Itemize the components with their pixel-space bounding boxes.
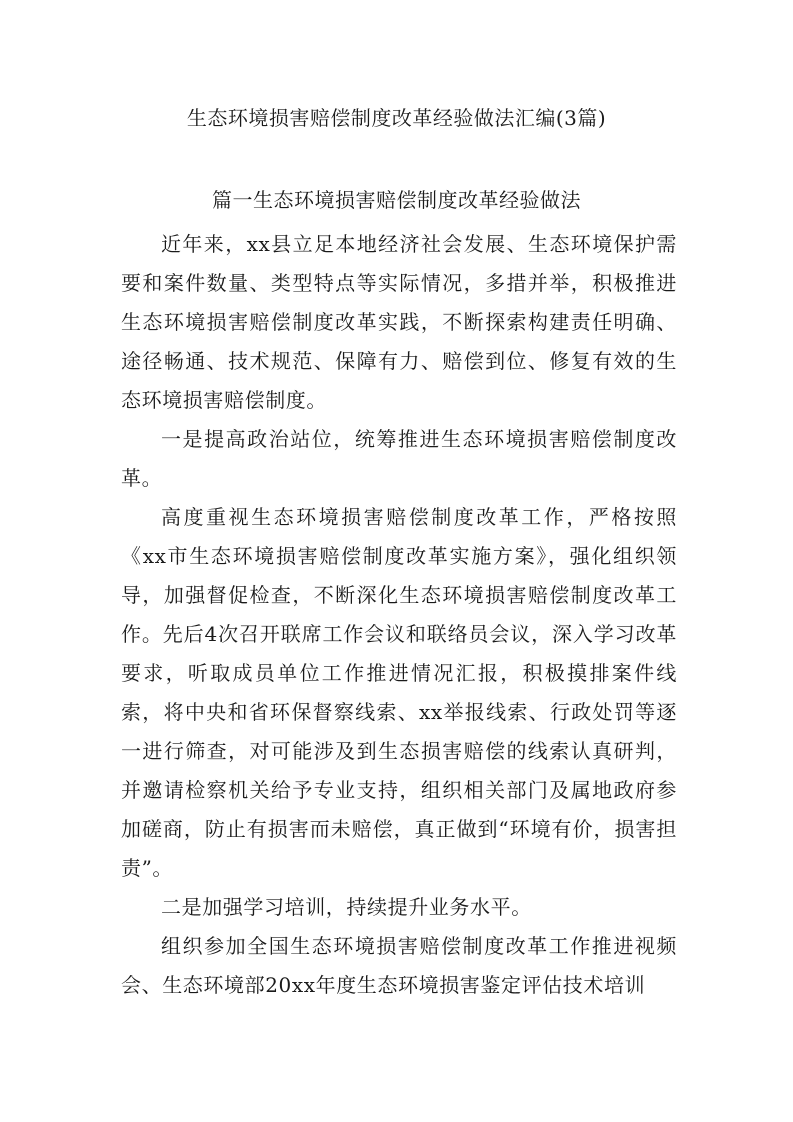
section-title: 篇一生态环境损害赔偿制度改革经验做法: [212, 188, 581, 212]
paragraph-intro: 近年来，xx县立足本地经济社会发展、生态环境保护需要和案件数量、类型特点等实际情况，多措并举，积极推进生态环境损害赔偿制度改革实践，不断探索构建责任明确、途径畅通、技术规范、保障有力、赔偿到位、修复有效的生态环境损害赔偿制度。: [121, 232, 677, 412]
paragraph-point-one-heading: 一是提高政治站位，统筹推进生态环境损害赔偿制度改革。: [121, 427, 677, 490]
document-title: 生态环境损害赔偿制度改革经验做法汇编(3篇): [186, 106, 607, 130]
paragraph-point-two-heading: 二是加强学习培训，持续提升业务水平。: [161, 895, 532, 919]
paragraph-point-two-body: 组织参加全国生态环境损害赔偿制度改革工作推进视频会、生态环境部20xx年度生态环境损害鉴定评估技术培训: [121, 934, 677, 997]
document-body: [121, 225, 677, 1005]
paragraph-point-one-body: 高度重视生态环境损害赔偿制度改革工作，严格按照《xx市生态环境损害赔偿制度改革实施方案》，强化组织领导，加强督促检查，不断深化生态环境损害赔偿制度改革工作。先后4次召开联席工作会议和联络员会议，深入学习改革要求，听取成员单位工作推进情况汇报，积极摸排案件线索，将中央和省环保督察线索、xx举报线索、行政处罚等逐一进行筛查，对可能涉及到生态损害赔偿的线索认真研判，并邀请检察机关给予专业支持，组织相关部门及属地政府参加磋商，防止有损害而未赔偿，真正做到“环境有价，损害担责”。: [121, 505, 677, 880]
